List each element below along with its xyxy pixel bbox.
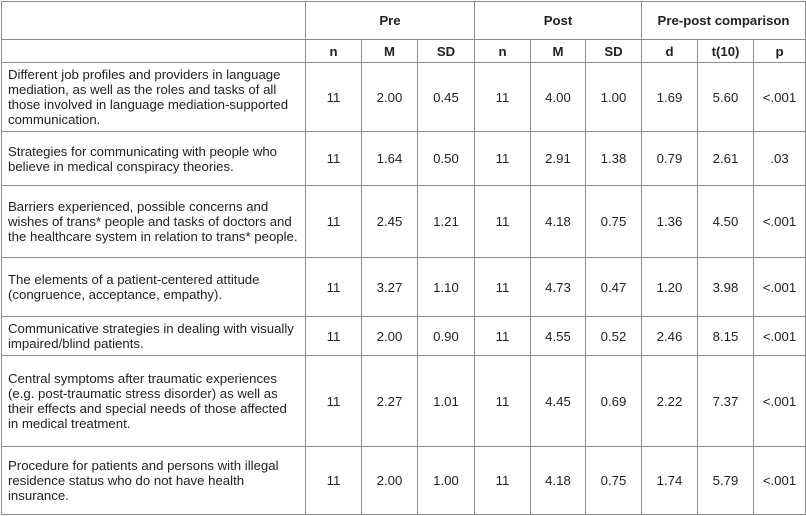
cell-post-n: 11 bbox=[475, 132, 531, 186]
cell-post-n: 11 bbox=[475, 356, 531, 447]
cell-d: 0.79 bbox=[642, 132, 698, 186]
cell-d: 1.20 bbox=[642, 258, 698, 317]
header-post-m: M bbox=[531, 40, 586, 63]
row-item-label: The elements of a patient-centered attitude (congruence, acceptance, empathy). bbox=[2, 258, 306, 317]
cell-pre-n: 11 bbox=[306, 356, 362, 447]
cell-post-n: 11 bbox=[475, 447, 531, 515]
cell-post-sd: 1.00 bbox=[586, 63, 642, 132]
cell-post-m: 2.91 bbox=[531, 132, 586, 186]
cell-pre-n: 11 bbox=[306, 258, 362, 317]
cell-d: 1.36 bbox=[642, 186, 698, 258]
cell-pre-n: 11 bbox=[306, 317, 362, 356]
cell-p: <.001 bbox=[754, 186, 806, 258]
cell-post-n: 11 bbox=[475, 258, 531, 317]
cell-pre-sd: 0.50 bbox=[418, 132, 475, 186]
cell-p: <.001 bbox=[754, 317, 806, 356]
cell-post-m: 4.18 bbox=[531, 186, 586, 258]
cell-pre-m: 3.27 bbox=[362, 258, 418, 317]
cell-t: 3.98 bbox=[698, 258, 754, 317]
header-post-sd: SD bbox=[586, 40, 642, 63]
cell-post-n: 11 bbox=[475, 317, 531, 356]
cell-pre-m: 2.45 bbox=[362, 186, 418, 258]
cell-t: 2.61 bbox=[698, 132, 754, 186]
cell-p: <.001 bbox=[754, 356, 806, 447]
header-post-n: n bbox=[475, 40, 531, 63]
row-item-label: Central symptoms after traumatic experiences (e.g. post-traumatic stress disorder) as well as their effects and special needs of those affected in medical treatment. bbox=[2, 356, 306, 447]
cell-post-n: 11 bbox=[475, 63, 531, 132]
header-t: t(10) bbox=[698, 40, 754, 63]
cell-post-sd: 1.38 bbox=[586, 132, 642, 186]
cell-d: 2.22 bbox=[642, 356, 698, 447]
cell-post-sd: 0.75 bbox=[586, 447, 642, 515]
cell-post-sd: 0.52 bbox=[586, 317, 642, 356]
cell-p: <.001 bbox=[754, 63, 806, 132]
cell-t: 5.60 bbox=[698, 63, 754, 132]
cell-d: 1.74 bbox=[642, 447, 698, 515]
cell-pre-n: 11 bbox=[306, 186, 362, 258]
table-row bbox=[2, 63, 806, 132]
row-item-label: Barriers experienced, possible concerns and wishes of trans* people and tasks of doctors and the healthcare system in relation to trans* people. bbox=[2, 186, 306, 258]
table-row bbox=[2, 317, 806, 356]
cell-post-m: 4.45 bbox=[531, 356, 586, 447]
header-post: Post bbox=[475, 2, 642, 40]
cell-pre-m: 1.64 bbox=[362, 132, 418, 186]
results-table bbox=[1, 1, 806, 515]
cell-post-m: 4.55 bbox=[531, 317, 586, 356]
header-pre: Pre bbox=[306, 2, 475, 40]
cell-p: <.001 bbox=[754, 447, 806, 515]
table-row bbox=[2, 186, 806, 258]
cell-post-m: 4.18 bbox=[531, 447, 586, 515]
sub-header-row bbox=[2, 40, 806, 63]
cell-t: 4.50 bbox=[698, 186, 754, 258]
cell-pre-sd: 0.90 bbox=[418, 317, 475, 356]
cell-t: 5.79 bbox=[698, 447, 754, 515]
table-row bbox=[2, 132, 806, 186]
cell-d: 2.46 bbox=[642, 317, 698, 356]
cell-post-m: 4.73 bbox=[531, 258, 586, 317]
cell-post-n: 11 bbox=[475, 186, 531, 258]
cell-pre-sd: 1.00 bbox=[418, 447, 475, 515]
cell-t: 8.15 bbox=[698, 317, 754, 356]
table-row bbox=[2, 258, 806, 317]
cell-d: 1.69 bbox=[642, 63, 698, 132]
table-row bbox=[2, 356, 806, 447]
row-item-label: Communicative strategies in dealing with visually impaired/blind patients. bbox=[2, 317, 306, 356]
cell-pre-sd: 1.01 bbox=[418, 356, 475, 447]
cell-pre-n: 11 bbox=[306, 447, 362, 515]
cell-pre-m: 2.27 bbox=[362, 356, 418, 447]
row-item-label: Strategies for communicating with people who believe in medical conspiracy theories. bbox=[2, 132, 306, 186]
header-comparison: Pre-post comparison bbox=[642, 2, 806, 40]
cell-pre-n: 11 bbox=[306, 132, 362, 186]
header-pre-sd: SD bbox=[418, 40, 475, 63]
cell-pre-sd: 0.45 bbox=[418, 63, 475, 132]
header-p: p bbox=[754, 40, 806, 63]
header-blank-cell bbox=[2, 40, 306, 63]
cell-pre-m: 2.00 bbox=[362, 317, 418, 356]
cell-pre-sd: 1.10 bbox=[418, 258, 475, 317]
cell-pre-n: 11 bbox=[306, 63, 362, 132]
header-pre-m: M bbox=[362, 40, 418, 63]
cell-pre-m: 2.00 bbox=[362, 447, 418, 515]
cell-pre-m: 2.00 bbox=[362, 63, 418, 132]
cell-post-sd: 0.69 bbox=[586, 356, 642, 447]
cell-p: <.001 bbox=[754, 258, 806, 317]
row-item-label: Different job profiles and providers in language mediation, as well as the roles and tasks of all those involved in language mediation-supported communication. bbox=[2, 63, 306, 132]
cell-p: .03 bbox=[754, 132, 806, 186]
header-d: d bbox=[642, 40, 698, 63]
cell-t: 7.37 bbox=[698, 356, 754, 447]
group-header-row bbox=[2, 2, 806, 40]
header-pre-n: n bbox=[306, 40, 362, 63]
cell-post-sd: 0.75 bbox=[586, 186, 642, 258]
cell-post-m: 4.00 bbox=[531, 63, 586, 132]
cell-post-sd: 0.47 bbox=[586, 258, 642, 317]
row-item-label: Procedure for patients and persons with illegal residence status who do not have health insurance. bbox=[2, 447, 306, 515]
cell-pre-sd: 1.21 bbox=[418, 186, 475, 258]
table-row bbox=[2, 447, 806, 515]
header-blank-cell bbox=[2, 2, 306, 40]
